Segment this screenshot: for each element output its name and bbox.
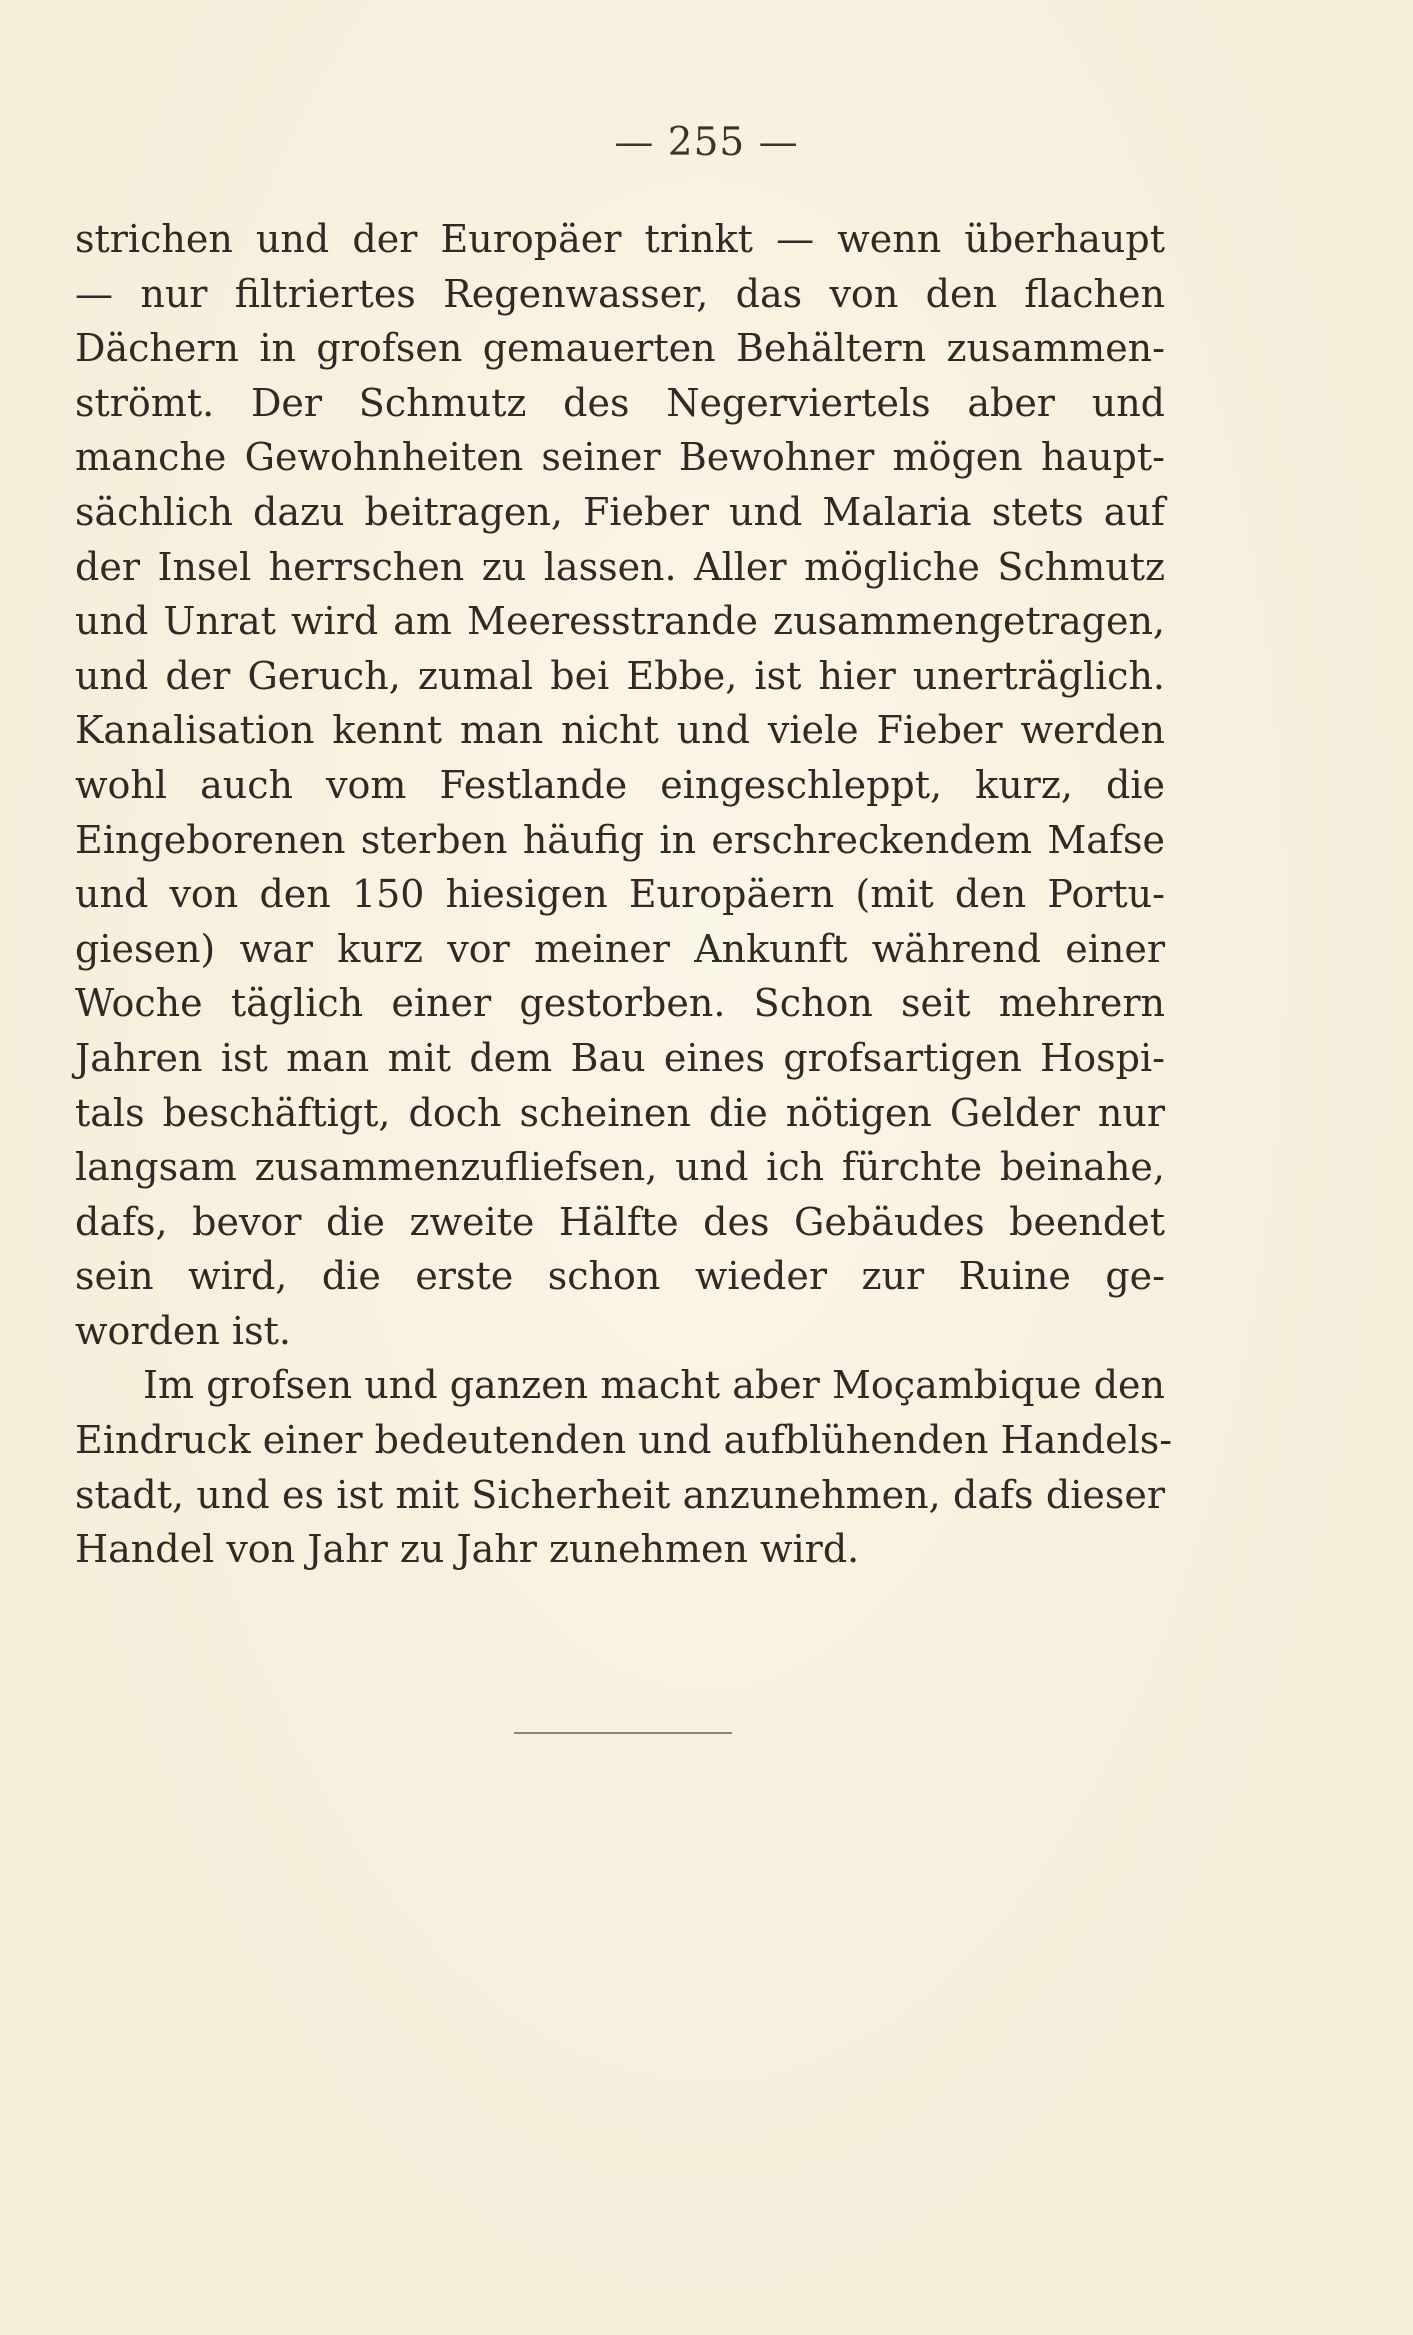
text-line: Eingeborenen sterben häufig in erschreckendem Mafse bbox=[75, 817, 1165, 862]
text-line: sächlich dazu beitragen, Fieber und Malaria stets auf bbox=[75, 489, 1165, 534]
text-line: worden ist. bbox=[75, 1308, 291, 1353]
text-line: Eindruck einer bedeutenden und aufblühenden Handels- bbox=[75, 1418, 1173, 1463]
text-line: Dächern in grofsen gemauerten Behältern zusammen- bbox=[75, 326, 1165, 371]
text-line: manche Gewohnheiten seiner Bewohner mögen haupt- bbox=[75, 435, 1165, 480]
text-line: und Unrat wird am Meeresstrande zusammengetragen, bbox=[75, 599, 1165, 644]
text-line: der Insel herrschen zu lassen. Aller mögliche Schmutz bbox=[75, 544, 1165, 589]
paragraph-2 bbox=[75, 1358, 1173, 1576]
page-number: — 255 — bbox=[614, 120, 799, 165]
text-line: sein wird, die erste schon wieder zur Ruine ge- bbox=[75, 1254, 1165, 1299]
text-line: strichen und der Europäer trinkt — wenn überhaupt bbox=[75, 217, 1165, 261]
text-line: Jahren ist man mit dem Bau eines grofsartigen Hospi- bbox=[75, 1035, 1165, 1080]
text-line: und von den 150 hiesigen Europäern (mit den Portu- bbox=[75, 872, 1165, 917]
text-line: wohl auch vom Festlande eingeschleppt, kurz, die bbox=[75, 762, 1165, 807]
text-line: tals beschäftigt, doch scheinen die nötigen Gelder nur bbox=[75, 1090, 1165, 1135]
text-line: strömt. Der Schmutz des Negerviertels aber und bbox=[75, 380, 1165, 425]
text-line: und der Geruch, zumal bei Ebbe, ist hier unerträglich. bbox=[75, 653, 1165, 698]
text-line: giesen) war kurz vor meiner Ankunft während einer bbox=[75, 926, 1165, 971]
section-end-rule bbox=[514, 1732, 732, 1734]
text-line: Woche täglich einer gestorben. Schon seit mehrern bbox=[75, 981, 1165, 1026]
text-line: stadt, und es ist mit Sicherheit anzunehmen, dafs dieser bbox=[75, 1472, 1165, 1517]
text-line: dafs, bevor die zweite Hälfte des Gebäudes beendet bbox=[75, 1199, 1165, 1244]
text-line: langsam zusammenzufliefsen, und ich fürchte beinahe, bbox=[75, 1145, 1165, 1190]
text-line: — nur filtriertes Regenwasser, das von den flachen bbox=[75, 271, 1165, 316]
paragraph-1 bbox=[75, 212, 1165, 1358]
text-line: Im grofsen und ganzen macht aber Moçambique den bbox=[143, 1363, 1165, 1408]
text-line: Handel von Jahr zu Jahr zunehmen wird. bbox=[75, 1527, 860, 1572]
body-text bbox=[75, 212, 1173, 1577]
text-line: Kanalisation kennt man nicht und viele Fieber werden bbox=[75, 708, 1165, 753]
